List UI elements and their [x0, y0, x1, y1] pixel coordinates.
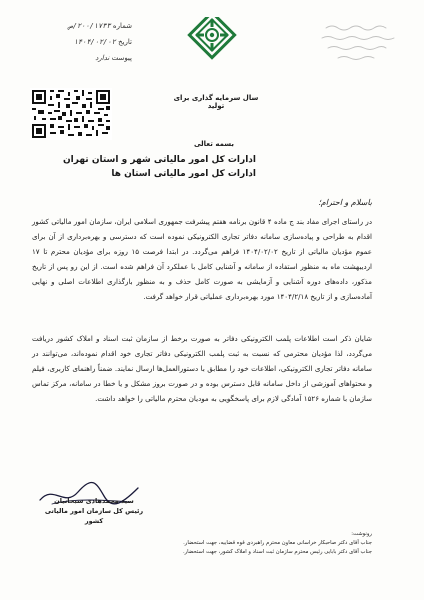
cc-label: رونوشت: [351, 531, 372, 537]
letter-attachment-value: ندارد [95, 54, 110, 62]
recipient-line: ادارات کل امور مالیاتی استان ها [111, 169, 256, 179]
letter-meta [52, 18, 132, 66]
letter-number-row [52, 18, 132, 34]
letter-date-value: ۱۴۰۴/۰۲/۰۲ [73, 38, 116, 46]
signer-block [44, 496, 144, 526]
signer-name: سید محمدهادی سبحانیان [54, 497, 134, 505]
letter-date-row [52, 34, 132, 50]
recipient-line: ادارات کل امور مالیاتی شهر و استان تهران [63, 155, 256, 165]
body-paragraph: شایان ذکر است اطلاعات پلمب الکترونیکی دفاتر به صورت برخط از سازمان ثبت اسناد و املاک کشور دریافت می‌گردد، لذا مؤدیان محترمی که نسبت به ثبت پلمب الکترونیکی دفاتر تجاری خود اقدام نموده‌اند، می‌توانند در سامانه دفاتر تجاری الکترونیکی، اطلاعات خود را مطابق با دستورالعمل‌ها ارسال نمایند. ضمناً راهنمای کاربری، فیلم و محتواهای آموزشی از داخل سامانه قابل دسترس بوده و در صورت بروز مشکل و یا خطا در سامانه، مرکز تماس سازمان با شماره ۱۵۲۶ آمادگی لازم برای پاسخگویی به مودیان محترم مالیاتی را خواهد داشت. [32, 334, 372, 403]
cc-line: جناب آقای دکتر صاحبکار خراسانی معاون محترم راهبردی قوه قضاییه، جهت استحضار. [183, 540, 372, 546]
cc-list [42, 530, 372, 557]
header-text-mark [318, 22, 398, 66]
tax-organization-logo [170, 17, 254, 77]
basmala: بسمه تعالی [193, 140, 235, 148]
recipients [56, 153, 256, 181]
body-paragraph: در راستای اجرای مفاد بند ج ماده ۴ قانون برنامه هفتم پیشرفت جمهوری اسلامی ایران، سازمان امور مالیاتی کشور اقدام به طراحی و پیاده‌سازی سامانه دفاتر تجاری الکترونیکی نموده است که دسترسی و بهره‌برداری از آن برای عموم مؤدیان مالیاتی از تاریخ ۱۴۰۴/۰۲/۰۲ فراهم می‌گردد. در ابتدا فرصت ۱۵ روزه برای مؤدیان محترم تا ۱۷ اردیبهشت ماه به منظور استفاده از سامانه و آشنایی کامل با عملکرد آن فراهم شده است. از این رو پس از تاریخ مذکور، داده‌های دوره آشنایی و آزمایشی به صورت کامل حذف و به منظور بارگذاری اطلاعات اصلی و نهایی آماده‌سازی و از تاریخ ۱۴۰۴/۲/۱۸ مورد بهره‌برداری عملیاتی قرار خواهد گرفت. [32, 217, 372, 301]
letter-attachment-row [52, 50, 132, 66]
qr-code [30, 88, 112, 140]
year-slogan: سال سرمایه گذاری برای تولید [173, 94, 259, 110]
letter-attachment-label: پیوست [111, 54, 132, 62]
cc-line: جناب آقای دکتر بابایی رئیس محترم سازمان ثبت اسناد و املاک کشور، جهت استحضار. [182, 549, 372, 555]
signer-title: رئیس کل سازمان امور مالیاتی کشور [44, 507, 144, 525]
letter-date-label: تاریخ [118, 38, 132, 46]
letter-number-label: شماره [112, 22, 132, 30]
letter-number-value: ۲۰۰/۱۷۳۳/ص [68, 22, 111, 30]
greeting: باسلام و احترام؛ [318, 198, 372, 207]
